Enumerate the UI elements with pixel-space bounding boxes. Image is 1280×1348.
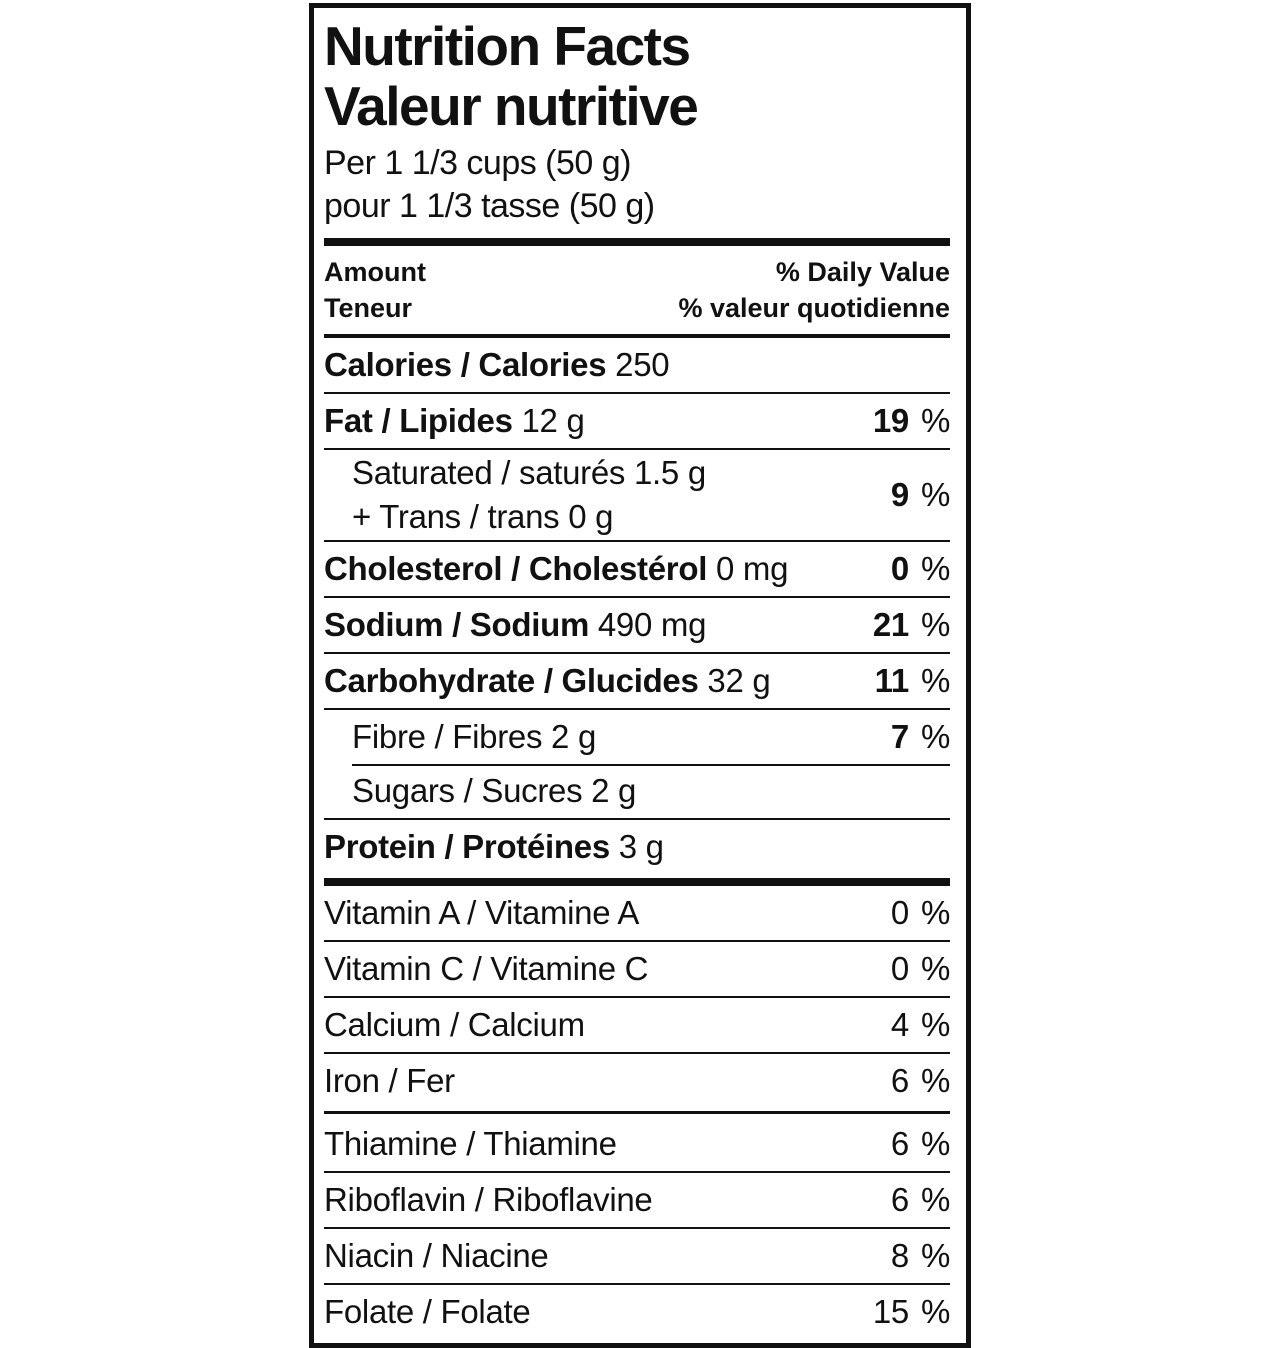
amount-header-english: Amount — [324, 257, 426, 287]
serving-size-block — [324, 142, 950, 228]
row-vitamin-c — [324, 940, 950, 996]
row-iron — [324, 1052, 950, 1108]
row-saturated-trans-label: Saturated / saturés 1.5 g + Trans / trans 0 g — [352, 454, 706, 535]
divider-thick-top — [324, 238, 950, 246]
row-vitamin-c-label: Vitamin C / Vitamine C — [324, 950, 649, 987]
row-vitamin-a — [324, 878, 950, 940]
row-iron-label: Iron / Fer — [324, 1062, 455, 1099]
row-cholesterol — [324, 540, 950, 596]
row-cholesterol-label: Cholesterol / Cholestérol 0 mg — [324, 550, 789, 587]
row-calcium-daily-value: 4 % — [890, 1006, 950, 1043]
amount-header — [324, 254, 426, 326]
row-vitamin-c-daily-value: 0 % — [890, 950, 950, 987]
row-carbohydrate-label: Carbohydrate / Glucides 32 g — [324, 662, 771, 699]
row-fibre-label: Fibre / Fibres 2 g — [352, 718, 597, 755]
daily-value-header — [678, 254, 950, 326]
row-carbohydrate-daily-value: 11 % — [874, 662, 950, 699]
row-vitamin-a-label: Vitamin A / Vitamine A — [324, 894, 640, 931]
daily-value-header-french: % valeur quotidienne — [678, 293, 950, 323]
row-fat-label: Fat / Lipides 12 g — [324, 402, 585, 439]
row-calcium — [324, 996, 950, 1052]
amount-header-french: Teneur — [324, 293, 413, 323]
row-thiamine-daily-value: 6 % — [890, 1125, 950, 1162]
serving-size-english: Per 1 1/3 cups (50 g) — [324, 144, 632, 182]
row-sodium — [324, 596, 950, 652]
row-riboflavin-label: Riboflavin / Riboflavine — [324, 1181, 653, 1218]
row-thiamine-label: Thiamine / Thiamine — [324, 1125, 617, 1162]
row-niacin-label: Niacin / Niacine — [324, 1237, 549, 1274]
row-niacin — [324, 1227, 950, 1283]
row-folate-daily-value: 15 % — [872, 1293, 950, 1330]
column-header — [324, 246, 950, 334]
row-saturated-trans-daily-value: 9 % — [890, 476, 950, 513]
row-riboflavin — [324, 1171, 950, 1227]
row-folate-label: Folate / Folate — [324, 1293, 531, 1330]
row-protein-label: Protein / Protéines 3 g — [324, 828, 664, 865]
row-riboflavin-daily-value: 6 % — [890, 1181, 950, 1218]
row-saturated-trans — [324, 448, 950, 540]
serving-size-french: pour 1 1/3 tasse (50 g) — [324, 187, 655, 225]
nutrition-facts-label — [309, 3, 971, 1348]
row-fat-daily-value: 19 % — [872, 402, 950, 439]
row-sodium-daily-value: 21 % — [872, 606, 950, 643]
row-iron-daily-value: 6 % — [890, 1062, 950, 1099]
row-calories-label: Calories / Calories 250 — [324, 346, 670, 383]
row-fibre-daily-value: 7 % — [890, 718, 950, 755]
row-folate — [324, 1283, 950, 1339]
row-sugars — [324, 764, 950, 818]
title-french: Valeur nutritive — [324, 75, 698, 137]
row-vitamin-a-daily-value: 0 % — [890, 894, 950, 931]
row-carbohydrate — [324, 652, 950, 708]
row-fat — [324, 392, 950, 448]
daily-value-header-english: % Daily Value — [775, 257, 950, 287]
row-fibre — [324, 708, 950, 764]
row-niacin-daily-value: 8 % — [890, 1237, 950, 1274]
row-protein — [324, 818, 950, 874]
row-calories — [324, 334, 950, 392]
row-calcium-label: Calcium / Calcium — [324, 1006, 585, 1043]
page-background — [0, 3, 1280, 1330]
title-english: Nutrition Facts — [324, 15, 690, 77]
row-thiamine — [324, 1111, 950, 1171]
row-cholesterol-daily-value: 0 % — [890, 550, 950, 587]
row-sodium-label: Sodium / Sodium 490 mg — [324, 606, 707, 643]
nutrient-rows — [324, 334, 950, 1339]
row-sugars-label: Sugars / Sucres 2 g — [352, 772, 637, 809]
